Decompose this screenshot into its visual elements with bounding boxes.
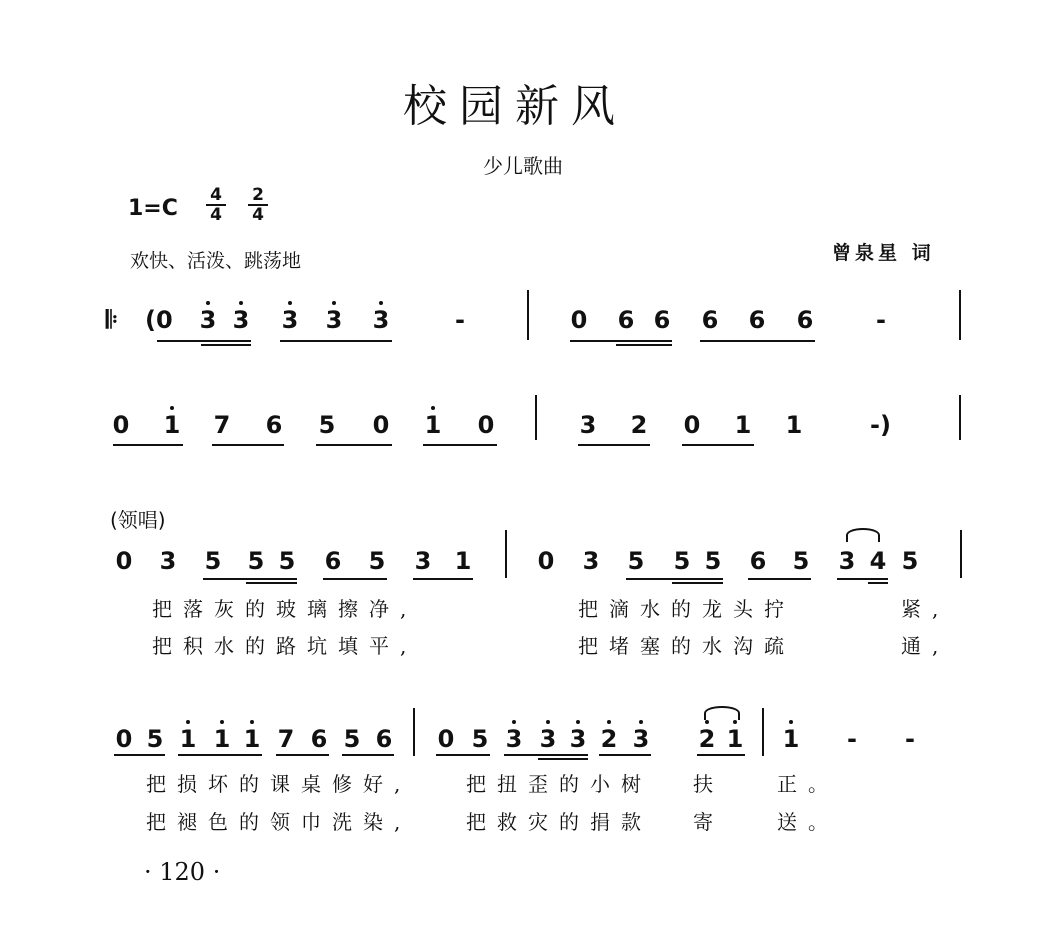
note: 0 [683, 411, 701, 439]
beam [212, 444, 284, 446]
note: 1 [734, 411, 752, 439]
lyric-phrase: 把损坏的课桌修好, [146, 772, 412, 796]
bar-line [527, 290, 529, 340]
note: 5 [673, 547, 691, 575]
high-octave-dot [288, 301, 292, 305]
beam [504, 754, 588, 756]
note-digit: 3 [232, 306, 250, 334]
time-signature-numerator: 2 [248, 186, 268, 206]
note: 6 [265, 411, 283, 439]
note [501, 724, 527, 754]
bar-line [959, 395, 961, 440]
note: 6 [749, 547, 767, 575]
beam [578, 444, 650, 446]
high-octave-dot [546, 720, 550, 724]
beam [201, 344, 251, 346]
note: 0 [537, 547, 555, 575]
lyric-phrase: 送。 [777, 810, 839, 834]
high-octave-dot [705, 720, 709, 724]
dash: - [455, 306, 465, 334]
note: 3 [582, 547, 600, 575]
note: 5 [204, 547, 222, 575]
dash: - [847, 725, 857, 753]
note-digit: 1 [213, 725, 231, 753]
note [596, 724, 622, 754]
note: 6 [748, 306, 766, 334]
beam [672, 582, 723, 584]
bar-line [960, 530, 962, 578]
beam [114, 754, 165, 756]
note: 0 [372, 411, 390, 439]
high-octave-dot [186, 720, 190, 724]
note: 5 [247, 547, 265, 575]
note-digit: 3 [569, 725, 587, 753]
note-digit: 1 [243, 725, 261, 753]
high-octave-dot [239, 301, 243, 305]
note-digit: 3 [505, 725, 523, 753]
note: 5 [278, 547, 296, 575]
note [420, 410, 446, 440]
time-signature-4-4 [206, 186, 226, 224]
note [159, 410, 185, 440]
note: 6 [653, 306, 671, 334]
time-signature-denominator: 4 [210, 205, 222, 225]
note-digit: 1 [179, 725, 197, 753]
beam [203, 578, 297, 580]
bar-line [959, 290, 961, 340]
bar-line [535, 395, 537, 440]
high-octave-dot [733, 720, 737, 724]
song-subtitle: 少儿歌曲 [483, 154, 563, 178]
repeat-start-sign: 𝄆 [106, 306, 118, 334]
beam [700, 340, 815, 342]
lyric-phrase: 把落灰的玻璃擦净, [152, 597, 418, 621]
note: 0 [112, 411, 130, 439]
note-digit: 1 [726, 725, 744, 753]
note-digit: 3 [539, 725, 557, 753]
note: 0 [570, 306, 588, 334]
note: 6 [375, 725, 393, 753]
note: 5 [318, 411, 336, 439]
note: 6 [324, 547, 342, 575]
note [195, 305, 221, 335]
high-octave-dot [220, 720, 224, 724]
note-digit: 3 [281, 306, 299, 334]
lyric-phrase: 通, [901, 634, 950, 658]
beam [323, 578, 387, 580]
lyric-phrase: 寄 [693, 810, 724, 834]
lyric-phrase: 把积水的路坑填平, [152, 634, 418, 658]
beam [616, 344, 672, 346]
part-label: (领唱) [110, 508, 166, 532]
song-title: 校园新风 [403, 81, 627, 132]
beam [837, 578, 888, 580]
beam [697, 754, 745, 756]
note [628, 724, 654, 754]
dash: - [905, 725, 915, 753]
beam [538, 758, 588, 760]
note [239, 724, 265, 754]
note: 0 [437, 725, 455, 753]
note: 2 [630, 411, 648, 439]
note: 6 [796, 306, 814, 334]
note: 1 [785, 411, 803, 439]
tempo-marking: 欢快、活泼、跳荡地 [130, 250, 302, 272]
note-digit: 2 [698, 725, 716, 753]
bar-line [762, 708, 764, 756]
bar-line [413, 708, 415, 756]
dash-close-paren: -) [870, 411, 891, 439]
time-signature-denominator: 4 [252, 205, 264, 225]
note [209, 724, 235, 754]
note-digit: 1 [782, 725, 800, 753]
note: 7 [213, 411, 231, 439]
note: 3 [838, 547, 856, 575]
high-octave-dot [332, 301, 336, 305]
high-octave-dot [170, 406, 174, 410]
beam [748, 578, 811, 580]
note: 5 [704, 547, 722, 575]
note [565, 724, 591, 754]
beam [246, 582, 297, 584]
lyric-phrase: 紧, [901, 597, 950, 621]
note: 7 [277, 725, 295, 753]
note [277, 305, 303, 335]
note: 3 [414, 547, 432, 575]
lyric-phrase: 把堵塞的水沟疏 [578, 634, 795, 658]
note-digit: 1 [163, 411, 181, 439]
dash: - [876, 306, 886, 334]
note: 5 [146, 725, 164, 753]
note [321, 305, 347, 335]
high-octave-dot [607, 720, 611, 724]
beam [436, 754, 490, 756]
note: 4 [869, 547, 887, 575]
note: 5 [792, 547, 810, 575]
note-digit: 3 [372, 306, 390, 334]
beam [682, 444, 754, 446]
high-octave-dot [639, 720, 643, 724]
lyricist-credit: 曾泉星 词 [832, 242, 935, 264]
time-signature-2-4 [248, 186, 268, 224]
beam [342, 754, 394, 756]
note: 0 [477, 411, 495, 439]
beam [570, 340, 672, 342]
high-octave-dot [576, 720, 580, 724]
note [228, 305, 254, 335]
note-digit: 2 [600, 725, 618, 753]
beam [276, 754, 329, 756]
note [368, 305, 394, 335]
beam [157, 340, 251, 342]
note: 0 [115, 725, 133, 753]
note: 5 [627, 547, 645, 575]
note: 5 [901, 547, 919, 575]
note [535, 724, 561, 754]
key-signature: 1=C [128, 196, 178, 221]
slur [846, 528, 880, 542]
note: 6 [617, 306, 635, 334]
beam [280, 340, 392, 342]
note: 3 [159, 547, 177, 575]
lyric-phrase: 扶 [693, 772, 724, 796]
beam [626, 578, 723, 580]
lyric-phrase: 把救灾的捐款 [466, 810, 652, 834]
note [175, 724, 201, 754]
note [694, 724, 720, 754]
note: 1 [454, 547, 472, 575]
note: (0 [145, 306, 173, 334]
note: 6 [310, 725, 328, 753]
note: 5 [368, 547, 386, 575]
note-digit: 1 [424, 411, 442, 439]
note: 0 [115, 547, 133, 575]
note: 6 [701, 306, 719, 334]
note-digit: 3 [632, 725, 650, 753]
note: 3 [579, 411, 597, 439]
note [778, 724, 804, 754]
note [722, 724, 748, 754]
beam [423, 444, 497, 446]
beam [178, 754, 262, 756]
lyric-phrase: 把褪色的领巾洗染, [146, 810, 412, 834]
note-digit: 3 [199, 306, 217, 334]
high-octave-dot [206, 301, 210, 305]
beam [113, 444, 183, 446]
note: 5 [343, 725, 361, 753]
slur [704, 706, 740, 720]
beam [868, 582, 888, 584]
beam [316, 444, 392, 446]
high-octave-dot [250, 720, 254, 724]
note-digit: 3 [325, 306, 343, 334]
lyric-phrase: 正。 [777, 772, 839, 796]
bar-line [505, 530, 507, 578]
high-octave-dot [512, 720, 516, 724]
time-signature-numerator: 4 [206, 186, 226, 206]
lyric-phrase: 把滴水的龙头拧 [578, 597, 795, 621]
high-octave-dot [431, 406, 435, 410]
beam [599, 754, 651, 756]
lyric-phrase: 把扭歪的小树 [466, 772, 652, 796]
page-number: · 120 · [144, 858, 221, 886]
note: 5 [471, 725, 489, 753]
beam [413, 578, 473, 580]
high-octave-dot [789, 720, 793, 724]
high-octave-dot [379, 301, 383, 305]
